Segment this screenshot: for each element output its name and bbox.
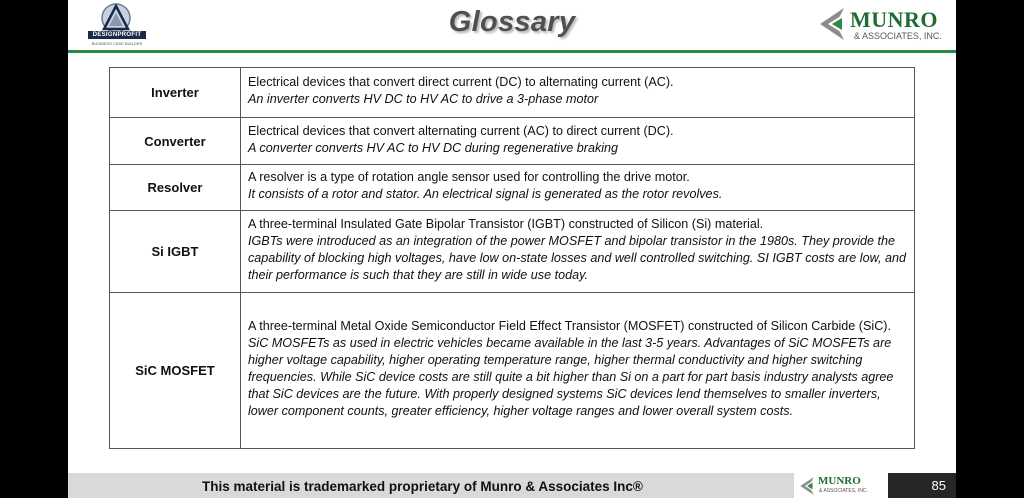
glossary-term: Resolver: [110, 165, 241, 211]
glossary-definition-cell: [241, 293, 915, 449]
glossary-definition-cell: [241, 118, 915, 165]
footer-munro-chevron-icon: [797, 476, 817, 496]
munro-wordmark: MUNRO: [850, 7, 939, 32]
glossary-definition-cell: [241, 211, 915, 293]
glossary-definition: A three-terminal Metal Oxide Semiconductor Field Effect Transistor (MOSFET) constructed of Silicon Carbide (SiC).: [248, 319, 891, 333]
glossary-definition: A three-terminal Insulated Gate Bipolar Transistor (IGBT) constructed of Silicon (Si) material.: [248, 217, 764, 231]
glossary-definition: Electrical devices that convert alternating current (AC) to direct current (DC).: [248, 123, 674, 138]
page-number-box: [888, 473, 956, 498]
header-divider: [68, 50, 956, 53]
glossary-note: A converter converts HV AC to HV DC during regenerative braking: [248, 140, 619, 155]
glossary-row: [110, 68, 915, 118]
footer-munro-subtitle: & ASSOCIATES, INC.: [819, 488, 868, 494]
glossary-definition-cell: [241, 68, 915, 118]
page-title: Glossary: [448, 6, 576, 38]
glossary-note: IGBTs were introduced as an integration of the power MOSFET and bipolar transistor in the 1980s. They provide the capability of blocking high voltages, have low on-state losses and well controlled switching. SI IGBT costs are low, and their performance is such that they are still in wide use today.: [248, 234, 907, 282]
glossary-term: Converter: [110, 118, 241, 165]
page-number: 85: [931, 478, 946, 493]
designprofit-tagline: BUSINESS CASE BUILDER: [91, 41, 143, 46]
glossary-table: [109, 67, 915, 449]
glossary-row: [110, 165, 915, 211]
glossary-note: SiC MOSFETs as used in electric vehicles became available in the last 3-5 years. Advantages of SiC MOSFETs are higher voltage capability, higher operating temperature range, higher thermal conductivity and higher switching frequencies. While SiC device costs are still quite a bit higher than Si on a part for part basis industry analysts agree that SiC devices are the future. With properly designed systems SiC devices lend themselves to smaller inverters, lower component counts, greater efficiency, higher voltage ranges and lower overall system costs.: [248, 336, 894, 418]
footer-munro-logo: [794, 473, 888, 498]
slide: [68, 0, 956, 498]
glossary-term: Inverter: [110, 68, 241, 118]
munro-subtitle: & ASSOCIATES, INC.: [854, 31, 942, 41]
glossary-row: [110, 293, 915, 449]
munro-logo: [816, 4, 950, 46]
glossary-row: [110, 211, 915, 293]
footer-munro-wordmark: MUNRO: [818, 475, 861, 487]
glossary-term: SiC MOSFET: [110, 293, 241, 449]
glossary-term: Si IGBT: [110, 211, 241, 293]
glossary-note: It consists of a rotor and stator. An electrical signal is generated as the rotor revolves.: [248, 187, 723, 201]
footer: [68, 473, 956, 498]
glossary-definition: A resolver is a type of rotation angle sensor used for controlling the drive motor.: [248, 170, 690, 184]
glossary-definition-cell: [241, 165, 915, 211]
trademark-notice: This material is trademarked proprietary of Munro & Associates Inc®: [202, 479, 643, 494]
glossary-definition: Electrical devices that convert direct current (DC) to alternating current (AC).: [248, 75, 674, 89]
munro-chevron-icon: [816, 6, 848, 42]
glossary-row: [110, 118, 915, 165]
glossary-note: An inverter converts HV DC to HV AC to drive a 3-phase motor: [248, 92, 599, 106]
designprofit-wordmark: DESIGNPROFIT: [88, 31, 146, 39]
